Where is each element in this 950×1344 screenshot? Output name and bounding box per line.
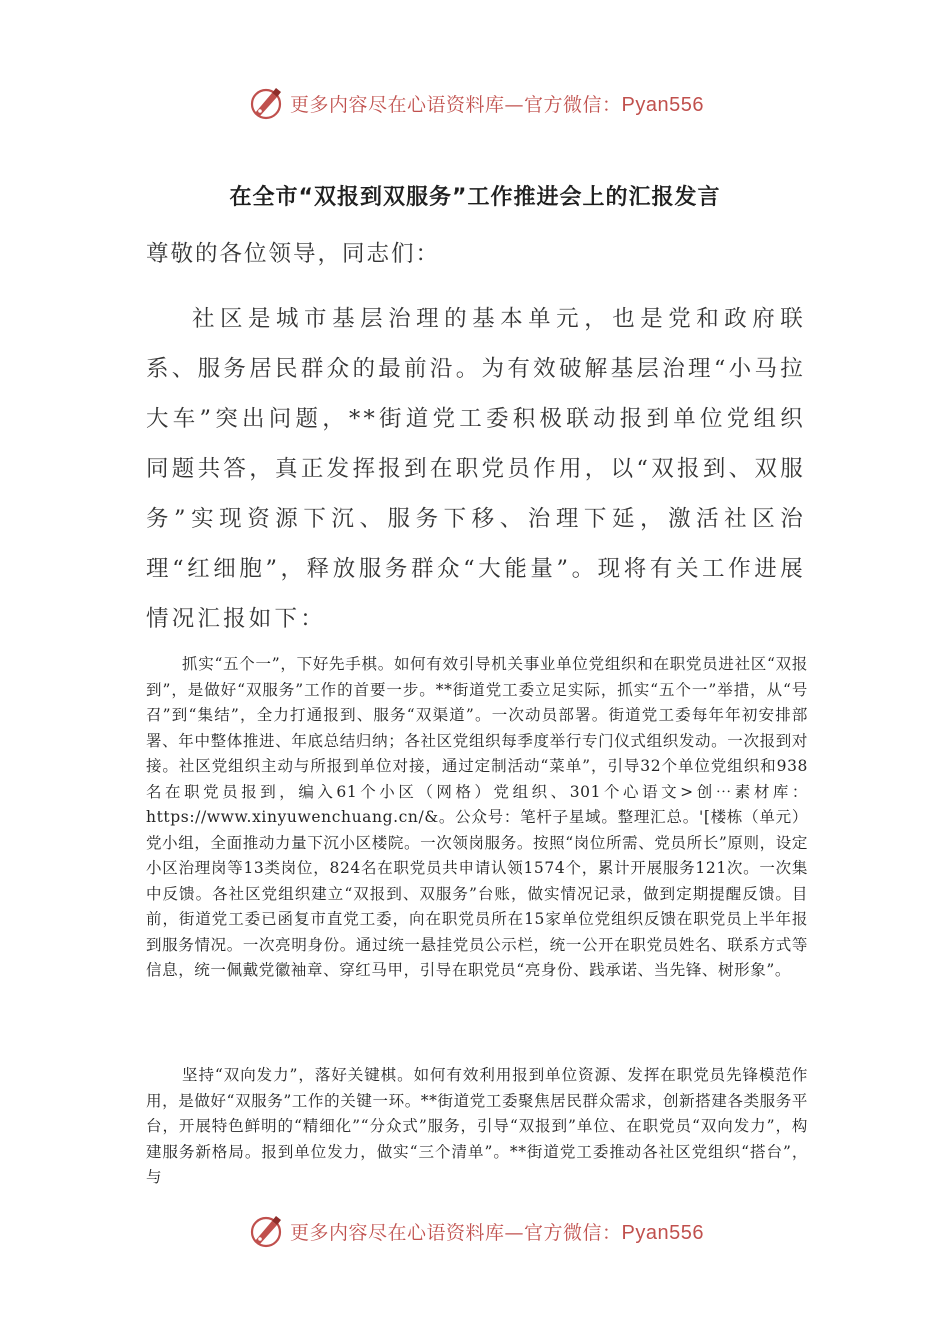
- salutation: 尊敬的各位领导，同志们：: [146, 241, 441, 267]
- banner-text: [290, 90, 704, 117]
- banner-promo-text: 更多内容尽在心语资料库—官方微信：: [290, 93, 622, 116]
- wechat-id: Pyan556: [621, 1221, 704, 1244]
- pen-nib-logo-icon: [246, 1211, 286, 1251]
- wechat-id: Pyan556: [621, 93, 704, 116]
- banner-promo-text: 更多内容尽在心语资料库—官方微信：: [290, 1221, 622, 1244]
- body-paragraph-1: 抓实“五个一”，下好先手棋。如何有效引导机关事业单位党组织和在职党员进社区“双报到”，是做好“双服务”工作的首要一步。**街道党工委立足实际，抓实“五个一”举措，从“号召”到“集结”，全力打通报到、服务“双渠道”。一次动员部署。街道党工委每年年初安排部署、年中整体推进、年底总结归纳；各社区党组织每季度举行专门仪式组织发动。一次报到对接。社区党组织主动与所报到单位对接，通过定制活动“菜单”，引导32个单位党组织和938名在职党员报到，编入61个小区（网格）党组织、301个心语文>创⋯素材库：https://www.xinyuwenchuang.cn/&。公众号：笔杆子星域。整理汇总。'[楼栋（单元）党小组，全面推动力量下沉小区楼院。一次领岗服务。按照“岗位所需、党员所长”原则，设定小区治理岗等13类岗位，824名在职党员共申请认领1574个，累计开展服务121次。一次集中反馈。各社区党组织建立“双报到、双服务”台账，做实情况记录，做到定期提醒反馈。目前，街道党工委已函复市直党工委，向在职党员所在15家单位党组织反馈在职党员上半年报到服务情况。一次亮明身份。通过统一悬挂党员公示栏，统一公开在职党员姓名、联系方式等信息，统一佩戴党徽袖章、穿红马甲，引导在职党员“亮身份、践承诺、当先锋、树形象”。: [146, 655, 808, 979]
- banner-text: [290, 1218, 704, 1245]
- header-banner: [0, 78, 950, 128]
- intro-paragraph: 社区是城市基层治理的基本单元，也是党和政府联系、服务居民群众的最前沿。为有效破解基层治理“小马拉大车”突出问题，**街道党工委积极联动报到单位党组织同题共答，真正发挥报到在职党员作用，以“双报到、双服务”实现资源下沉、服务下移、治理下延，激活社区治理“红细胞”，释放服务群众“大能量”。现将有关工作进展情况汇报如下：: [146, 306, 806, 632]
- pen-nib-logo-icon: [246, 83, 286, 123]
- document-title: 在全市“双报到双服务”工作推进会上的汇报发言: [229, 185, 721, 210]
- footer-banner: [0, 1206, 950, 1256]
- body-paragraph-2: 坚持“双向发力”，落好关键棋。如何有效利用报到单位资源、发挥在职党员先锋模范作用，是做好“双服务”工作的关键一环。**街道党工委聚焦居民群众需求，创新搭建各类服务平台，开展特色鲜明的“精细化”“分众式”服务，引导“双报到”单位、在职党员“双向发力”，构建服务新格局。报到单位发力，做实“三个清单”。**街道党工委推动各社区党组织“搭台”，与: [146, 1066, 808, 1186]
